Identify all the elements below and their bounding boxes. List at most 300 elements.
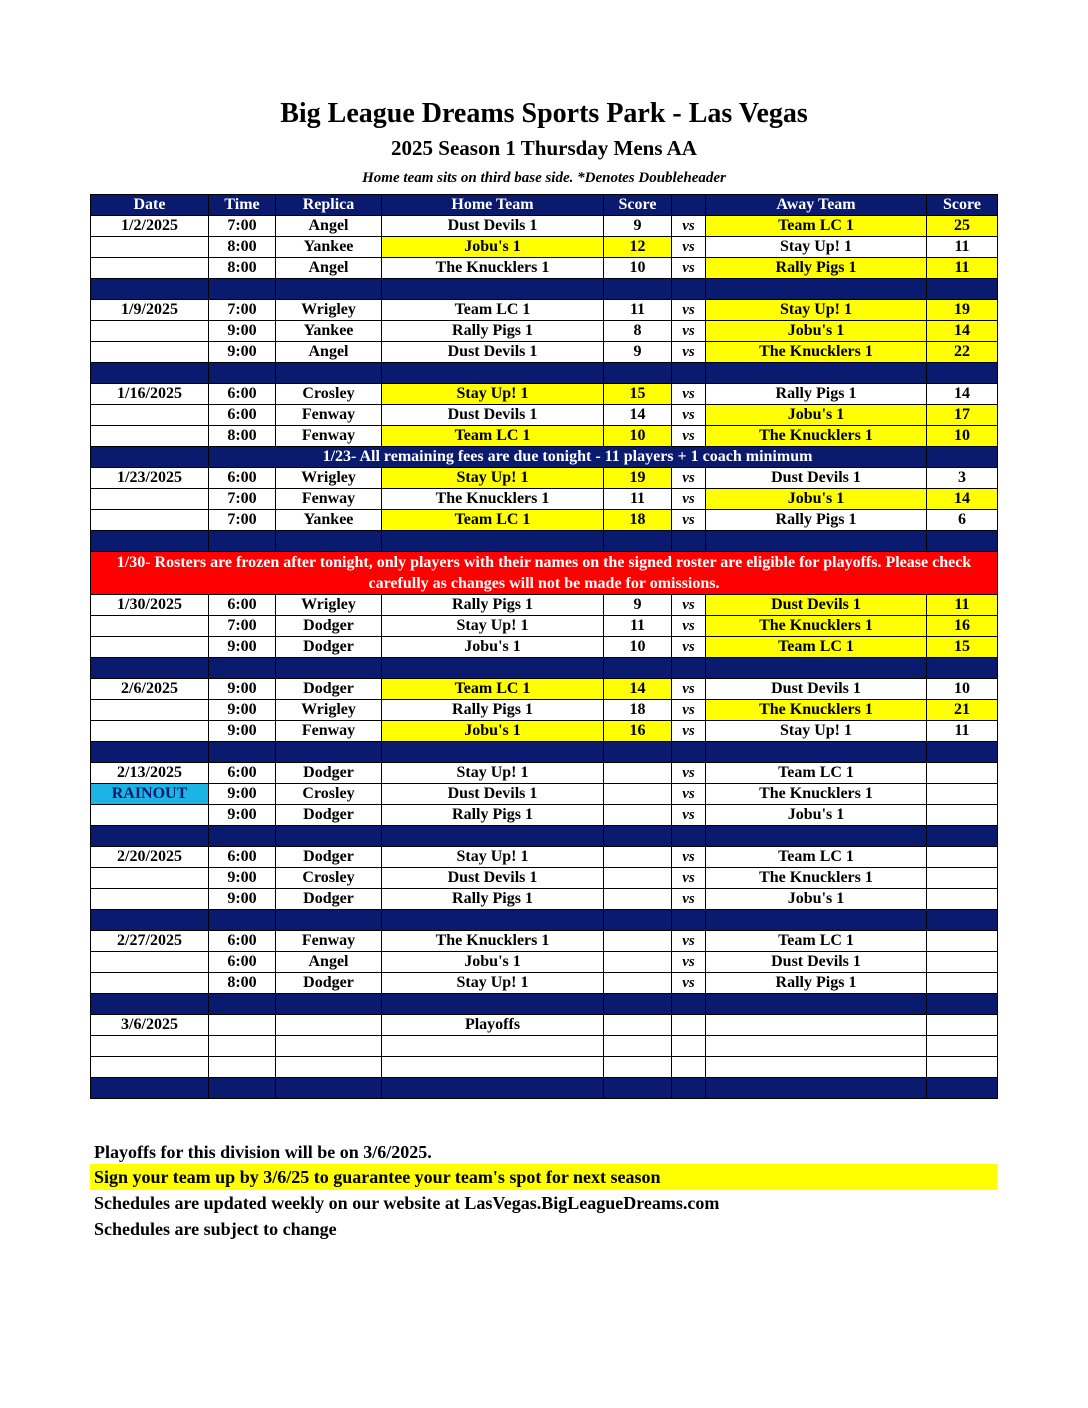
home-score: 9 bbox=[604, 342, 672, 363]
game-date: 2/27/2025 bbox=[91, 931, 209, 952]
game-date bbox=[91, 868, 209, 889]
game-time: 7:00 bbox=[209, 216, 276, 237]
vs-label: vs bbox=[672, 700, 706, 721]
vs-label: vs bbox=[672, 847, 706, 868]
away-score: 17 bbox=[927, 405, 998, 426]
spacer-cell bbox=[276, 910, 382, 931]
header-away-score: Score bbox=[927, 195, 998, 216]
home-team: Rally Pigs 1 bbox=[382, 700, 604, 721]
spacer-row bbox=[91, 826, 998, 847]
spacer-cell bbox=[276, 994, 382, 1015]
away-team: Dust Devils 1 bbox=[706, 595, 927, 616]
away-score bbox=[927, 931, 998, 952]
away-score: 3 bbox=[927, 468, 998, 489]
vs-label: vs bbox=[672, 805, 706, 826]
spacer-cell bbox=[382, 994, 604, 1015]
rainout-badge: RAINOUT bbox=[91, 784, 209, 805]
spacer-cell bbox=[209, 742, 276, 763]
vs-label: vs bbox=[672, 321, 706, 342]
home-score bbox=[604, 805, 672, 826]
table-row bbox=[91, 300, 998, 321]
game-replica: Angel bbox=[276, 952, 382, 973]
game-replica: Dodger bbox=[276, 973, 382, 994]
home-score: 8 bbox=[604, 321, 672, 342]
home-team: The Knucklers 1 bbox=[382, 258, 604, 279]
home-team: Rally Pigs 1 bbox=[382, 805, 604, 826]
header-replica: Replica bbox=[276, 195, 382, 216]
spacer-cell bbox=[276, 658, 382, 679]
home-team: Team LC 1 bbox=[382, 510, 604, 531]
home-score bbox=[604, 784, 672, 805]
spacer-cell bbox=[604, 742, 672, 763]
game-time: 9:00 bbox=[209, 321, 276, 342]
spacer-cell bbox=[604, 994, 672, 1015]
home-team: Team LC 1 bbox=[382, 426, 604, 447]
table-row bbox=[91, 805, 998, 826]
home-score bbox=[604, 1015, 672, 1036]
game-date: 2/6/2025 bbox=[91, 679, 209, 700]
away-score bbox=[927, 805, 998, 826]
game-date: 2/20/2025 bbox=[91, 847, 209, 868]
home-team: Dust Devils 1 bbox=[382, 405, 604, 426]
spacer-cell bbox=[672, 279, 706, 300]
spacer-row bbox=[91, 910, 998, 931]
game-date bbox=[91, 637, 209, 658]
spacer-cell bbox=[209, 363, 276, 384]
away-team: Jobu's 1 bbox=[706, 889, 927, 910]
game-time: 9:00 bbox=[209, 805, 276, 826]
away-score: 11 bbox=[927, 721, 998, 742]
spacer-cell bbox=[91, 994, 209, 1015]
vs-label: vs bbox=[672, 952, 706, 973]
away-score: 15 bbox=[927, 637, 998, 658]
header-home-score: Score bbox=[604, 195, 672, 216]
vs-label: vs bbox=[672, 468, 706, 489]
vs-label: vs bbox=[672, 405, 706, 426]
spacer-cell bbox=[382, 658, 604, 679]
table-row bbox=[91, 258, 998, 279]
away-score: 11 bbox=[927, 595, 998, 616]
away-team: Team LC 1 bbox=[706, 763, 927, 784]
away-score bbox=[927, 1036, 998, 1057]
header-date: Date bbox=[91, 195, 209, 216]
spacer-cell bbox=[276, 826, 382, 847]
away-team: Team LC 1 bbox=[706, 216, 927, 237]
home-score: 16 bbox=[604, 721, 672, 742]
vs-label: vs bbox=[672, 973, 706, 994]
away-team: Jobu's 1 bbox=[706, 805, 927, 826]
alert-row bbox=[91, 552, 998, 595]
game-replica: Angel bbox=[276, 258, 382, 279]
game-time: 7:00 bbox=[209, 616, 276, 637]
spacer-cell bbox=[672, 658, 706, 679]
home-team: Rally Pigs 1 bbox=[382, 595, 604, 616]
spacer-cell bbox=[706, 658, 927, 679]
game-time: 7:00 bbox=[209, 510, 276, 531]
page-title: Big League Dreams Sports Park - Las Vegas bbox=[280, 98, 808, 129]
home-score: 9 bbox=[604, 595, 672, 616]
home-score: 10 bbox=[604, 637, 672, 658]
vs-label: vs bbox=[672, 679, 706, 700]
spacer-cell bbox=[672, 826, 706, 847]
game-time: 9:00 bbox=[209, 342, 276, 363]
away-score bbox=[927, 889, 998, 910]
spacer-cell bbox=[927, 279, 998, 300]
game-replica bbox=[276, 1057, 382, 1078]
spacer-cell bbox=[382, 742, 604, 763]
notice-row bbox=[91, 447, 998, 468]
home-team: Rally Pigs 1 bbox=[382, 889, 604, 910]
game-replica: Dodger bbox=[276, 637, 382, 658]
vs-label: vs bbox=[672, 889, 706, 910]
schedule-table bbox=[90, 194, 998, 1099]
away-score: 14 bbox=[927, 384, 998, 405]
spacer-cell bbox=[91, 363, 209, 384]
spacer-cell bbox=[91, 531, 209, 552]
game-time: 9:00 bbox=[209, 721, 276, 742]
table-row bbox=[91, 679, 998, 700]
spacer-cell bbox=[706, 742, 927, 763]
game-time: 6:00 bbox=[209, 468, 276, 489]
away-score: 25 bbox=[927, 216, 998, 237]
spacer-cell bbox=[706, 1078, 927, 1099]
spacer-cell bbox=[91, 826, 209, 847]
game-time: 7:00 bbox=[209, 489, 276, 510]
spacer-cell bbox=[604, 279, 672, 300]
game-date bbox=[91, 258, 209, 279]
game-replica: Dodger bbox=[276, 616, 382, 637]
spacer-cell bbox=[382, 1078, 604, 1099]
away-score bbox=[927, 1057, 998, 1078]
game-date: 1/9/2025 bbox=[91, 300, 209, 321]
away-score bbox=[927, 973, 998, 994]
table-row bbox=[91, 468, 998, 489]
game-date bbox=[91, 1057, 209, 1078]
game-date bbox=[91, 889, 209, 910]
spacer-cell bbox=[382, 531, 604, 552]
spacer-cell bbox=[604, 1078, 672, 1099]
spacer-cell bbox=[706, 363, 927, 384]
game-replica: Wrigley bbox=[276, 595, 382, 616]
game-date bbox=[91, 700, 209, 721]
table-row bbox=[91, 973, 998, 994]
game-date: 3/6/2025 bbox=[91, 1015, 209, 1036]
table-row bbox=[91, 931, 998, 952]
spacer-cell bbox=[927, 1078, 998, 1099]
spacer-cell bbox=[209, 531, 276, 552]
game-time: 6:00 bbox=[209, 405, 276, 426]
table-row bbox=[91, 952, 998, 973]
game-replica: Crosley bbox=[276, 784, 382, 805]
home-team: Dust Devils 1 bbox=[382, 868, 604, 889]
game-date bbox=[91, 721, 209, 742]
away-team: Dust Devils 1 bbox=[706, 952, 927, 973]
game-replica: Yankee bbox=[276, 510, 382, 531]
home-score bbox=[604, 1057, 672, 1078]
home-score bbox=[604, 868, 672, 889]
game-time: 9:00 bbox=[209, 868, 276, 889]
home-team: Rally Pigs 1 bbox=[382, 321, 604, 342]
spacer-row bbox=[91, 742, 998, 763]
game-time: 9:00 bbox=[209, 889, 276, 910]
home-score: 10 bbox=[604, 426, 672, 447]
spacer-cell bbox=[276, 1078, 382, 1099]
spacer-cell bbox=[91, 279, 209, 300]
vs-label: vs bbox=[672, 931, 706, 952]
game-date bbox=[91, 616, 209, 637]
away-team: Rally Pigs 1 bbox=[706, 973, 927, 994]
vs-label: vs bbox=[672, 784, 706, 805]
away-score bbox=[927, 847, 998, 868]
table-row bbox=[91, 763, 998, 784]
spacer-cell bbox=[91, 742, 209, 763]
table-row bbox=[91, 426, 998, 447]
away-team: Team LC 1 bbox=[706, 931, 927, 952]
table-row bbox=[91, 216, 998, 237]
header-home-team: Home Team bbox=[382, 195, 604, 216]
game-replica: Wrigley bbox=[276, 300, 382, 321]
game-replica bbox=[276, 1015, 382, 1036]
spacer-cell bbox=[927, 742, 998, 763]
page-subtitle: 2025 Season 1 Thursday Mens AA bbox=[391, 136, 697, 160]
away-team: Stay Up! 1 bbox=[706, 300, 927, 321]
game-time: 8:00 bbox=[209, 258, 276, 279]
spacer-cell bbox=[91, 658, 209, 679]
home-team: Team LC 1 bbox=[382, 679, 604, 700]
home-team: The Knucklers 1 bbox=[382, 931, 604, 952]
vs-label: vs bbox=[672, 384, 706, 405]
notice-blank-cell bbox=[91, 447, 209, 468]
away-team: The Knucklers 1 bbox=[706, 868, 927, 889]
away-team: Dust Devils 1 bbox=[706, 679, 927, 700]
schedule-body bbox=[91, 216, 998, 1099]
game-time bbox=[209, 1036, 276, 1057]
vs-label: vs bbox=[672, 595, 706, 616]
table-row bbox=[91, 1036, 998, 1057]
away-score bbox=[927, 868, 998, 889]
game-date: 1/30/2025 bbox=[91, 595, 209, 616]
schedule-note: Home team sits on third base side. *Denotes Doubleheader bbox=[362, 170, 726, 186]
game-time: 8:00 bbox=[209, 237, 276, 258]
table-row bbox=[91, 700, 998, 721]
spacer-cell bbox=[604, 910, 672, 931]
away-score: 10 bbox=[927, 426, 998, 447]
table-row bbox=[91, 405, 998, 426]
home-team: Stay Up! 1 bbox=[382, 384, 604, 405]
game-replica: Crosley bbox=[276, 868, 382, 889]
game-replica: Crosley bbox=[276, 384, 382, 405]
footer-playoffs: Playoffs for this division will be on 3/6/2025. bbox=[94, 1142, 432, 1162]
vs-label: vs bbox=[672, 637, 706, 658]
spacer-cell bbox=[604, 826, 672, 847]
game-date bbox=[91, 952, 209, 973]
away-team: Stay Up! 1 bbox=[706, 237, 927, 258]
game-date bbox=[91, 489, 209, 510]
spacer-cell bbox=[91, 910, 209, 931]
spacer-cell bbox=[604, 531, 672, 552]
vs-label: vs bbox=[672, 300, 706, 321]
spacer-row bbox=[91, 531, 998, 552]
away-score bbox=[927, 1015, 998, 1036]
game-date bbox=[91, 1036, 209, 1057]
spacer-cell bbox=[927, 994, 998, 1015]
game-replica: Fenway bbox=[276, 489, 382, 510]
home-team: Jobu's 1 bbox=[382, 952, 604, 973]
game-replica: Fenway bbox=[276, 931, 382, 952]
away-team: The Knucklers 1 bbox=[706, 784, 927, 805]
spacer-cell bbox=[382, 363, 604, 384]
game-replica: Angel bbox=[276, 342, 382, 363]
away-team: Team LC 1 bbox=[706, 847, 927, 868]
away-team: Jobu's 1 bbox=[706, 321, 927, 342]
game-date: 1/23/2025 bbox=[91, 468, 209, 489]
table-header-row bbox=[91, 195, 998, 216]
vs-label: vs bbox=[672, 342, 706, 363]
home-team: Jobu's 1 bbox=[382, 237, 604, 258]
spacer-cell bbox=[604, 658, 672, 679]
home-team: Team LC 1 bbox=[382, 300, 604, 321]
home-team: Dust Devils 1 bbox=[382, 342, 604, 363]
spacer-cell bbox=[91, 1078, 209, 1099]
game-date bbox=[91, 405, 209, 426]
vs-label: vs bbox=[672, 868, 706, 889]
spacer-cell bbox=[927, 531, 998, 552]
away-team: Jobu's 1 bbox=[706, 405, 927, 426]
spacer-cell bbox=[927, 910, 998, 931]
spacer-cell bbox=[706, 826, 927, 847]
spacer-row bbox=[91, 279, 998, 300]
home-score: 9 bbox=[604, 216, 672, 237]
game-date bbox=[91, 973, 209, 994]
spacer-row bbox=[91, 1078, 998, 1099]
away-team: Dust Devils 1 bbox=[706, 468, 927, 489]
away-score: 22 bbox=[927, 342, 998, 363]
away-team bbox=[706, 1015, 927, 1036]
home-score bbox=[604, 847, 672, 868]
home-score: 15 bbox=[604, 384, 672, 405]
game-time: 9:00 bbox=[209, 784, 276, 805]
vs-label bbox=[672, 1015, 706, 1036]
away-score: 19 bbox=[927, 300, 998, 321]
spacer-cell bbox=[706, 994, 927, 1015]
spacer-cell bbox=[706, 531, 927, 552]
game-time: 9:00 bbox=[209, 700, 276, 721]
game-time: 9:00 bbox=[209, 679, 276, 700]
game-replica: Fenway bbox=[276, 721, 382, 742]
game-date bbox=[91, 237, 209, 258]
vs-label: vs bbox=[672, 616, 706, 637]
away-score: 10 bbox=[927, 679, 998, 700]
spacer-cell bbox=[382, 826, 604, 847]
game-time: 6:00 bbox=[209, 931, 276, 952]
spacer-cell bbox=[382, 910, 604, 931]
away-score: 16 bbox=[927, 616, 998, 637]
game-replica: Dodger bbox=[276, 805, 382, 826]
table-row bbox=[91, 616, 998, 637]
spacer-cell bbox=[276, 279, 382, 300]
home-team: Jobu's 1 bbox=[382, 721, 604, 742]
vs-label: vs bbox=[672, 510, 706, 531]
away-score: 21 bbox=[927, 700, 998, 721]
game-replica: Dodger bbox=[276, 847, 382, 868]
table-row bbox=[91, 868, 998, 889]
spacer-cell bbox=[276, 363, 382, 384]
footer-disclaimer: Schedules are subject to change bbox=[94, 1219, 337, 1239]
home-team: Dust Devils 1 bbox=[382, 784, 604, 805]
spacer-row bbox=[91, 994, 998, 1015]
vs-label bbox=[672, 1057, 706, 1078]
vs-label: vs bbox=[672, 426, 706, 447]
vs-label bbox=[672, 1036, 706, 1057]
home-team: Dust Devils 1 bbox=[382, 216, 604, 237]
table-row bbox=[91, 637, 998, 658]
game-time: 8:00 bbox=[209, 426, 276, 447]
table-row bbox=[91, 595, 998, 616]
game-time: 9:00 bbox=[209, 637, 276, 658]
game-replica: Fenway bbox=[276, 405, 382, 426]
game-time: 6:00 bbox=[209, 595, 276, 616]
game-replica: Wrigley bbox=[276, 700, 382, 721]
spacer-cell bbox=[706, 279, 927, 300]
spacer-cell bbox=[209, 658, 276, 679]
spacer-cell bbox=[276, 742, 382, 763]
game-time: 6:00 bbox=[209, 384, 276, 405]
away-team bbox=[706, 1036, 927, 1057]
home-score bbox=[604, 1036, 672, 1057]
away-team: The Knucklers 1 bbox=[706, 342, 927, 363]
vs-label: vs bbox=[672, 763, 706, 784]
home-team: Jobu's 1 bbox=[382, 637, 604, 658]
game-replica: Dodger bbox=[276, 763, 382, 784]
home-score: 14 bbox=[604, 679, 672, 700]
home-team bbox=[382, 1036, 604, 1057]
away-score bbox=[927, 952, 998, 973]
spacer-cell bbox=[209, 826, 276, 847]
home-score bbox=[604, 952, 672, 973]
game-replica: Wrigley bbox=[276, 468, 382, 489]
vs-label: vs bbox=[672, 258, 706, 279]
spacer-cell bbox=[672, 531, 706, 552]
away-score bbox=[927, 784, 998, 805]
spacer-cell bbox=[209, 279, 276, 300]
spacer-cell bbox=[927, 826, 998, 847]
home-score: 18 bbox=[604, 700, 672, 721]
game-date bbox=[91, 510, 209, 531]
home-team: Stay Up! 1 bbox=[382, 763, 604, 784]
game-time bbox=[209, 1057, 276, 1078]
home-score bbox=[604, 889, 672, 910]
notice-blank-cell bbox=[927, 447, 998, 468]
spacer-cell bbox=[706, 910, 927, 931]
spacer-cell bbox=[927, 363, 998, 384]
table-row bbox=[91, 510, 998, 531]
table-row bbox=[91, 889, 998, 910]
game-replica: Angel bbox=[276, 216, 382, 237]
home-score: 14 bbox=[604, 405, 672, 426]
alert-text: 1/30- Rosters are frozen after tonight, only players with their names on the signed roster are eligible for playoffs. Please check carefully as changes will not be made for omissions. bbox=[91, 552, 998, 595]
spacer-cell bbox=[276, 531, 382, 552]
table-row bbox=[91, 489, 998, 510]
home-team: Stay Up! 1 bbox=[382, 973, 604, 994]
game-replica: Yankee bbox=[276, 237, 382, 258]
table-row bbox=[91, 1015, 998, 1036]
spacer-cell bbox=[604, 363, 672, 384]
game-replica bbox=[276, 1036, 382, 1057]
game-time: 6:00 bbox=[209, 763, 276, 784]
home-score: 10 bbox=[604, 258, 672, 279]
home-score bbox=[604, 763, 672, 784]
spacer-cell bbox=[672, 994, 706, 1015]
